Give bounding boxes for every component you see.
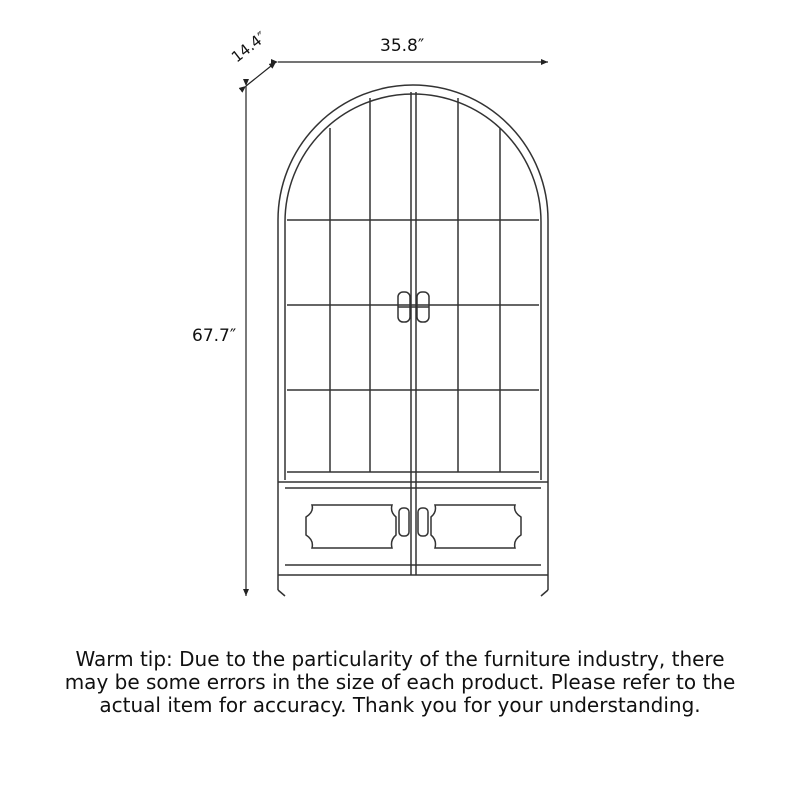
cabinet-body <box>278 85 548 596</box>
warm-tip-line-3: actual item for accuracy. Thank you for your understanding. <box>99 693 701 717</box>
warm-tip-line-1: Warm tip: Due to the particularity of the furniture industry, there <box>75 647 725 671</box>
height-dimension-label: 67.7″ <box>192 326 237 346</box>
depth-dimension-label: 14.4″ <box>228 27 270 67</box>
width-dimension-label: 35.8″ <box>380 36 425 56</box>
dimension-lines <box>246 62 548 596</box>
warm-tip-line-2: may be some errors in the size of each product. Please refer to the <box>64 670 736 694</box>
warm-tip-text <box>20 648 780 717</box>
